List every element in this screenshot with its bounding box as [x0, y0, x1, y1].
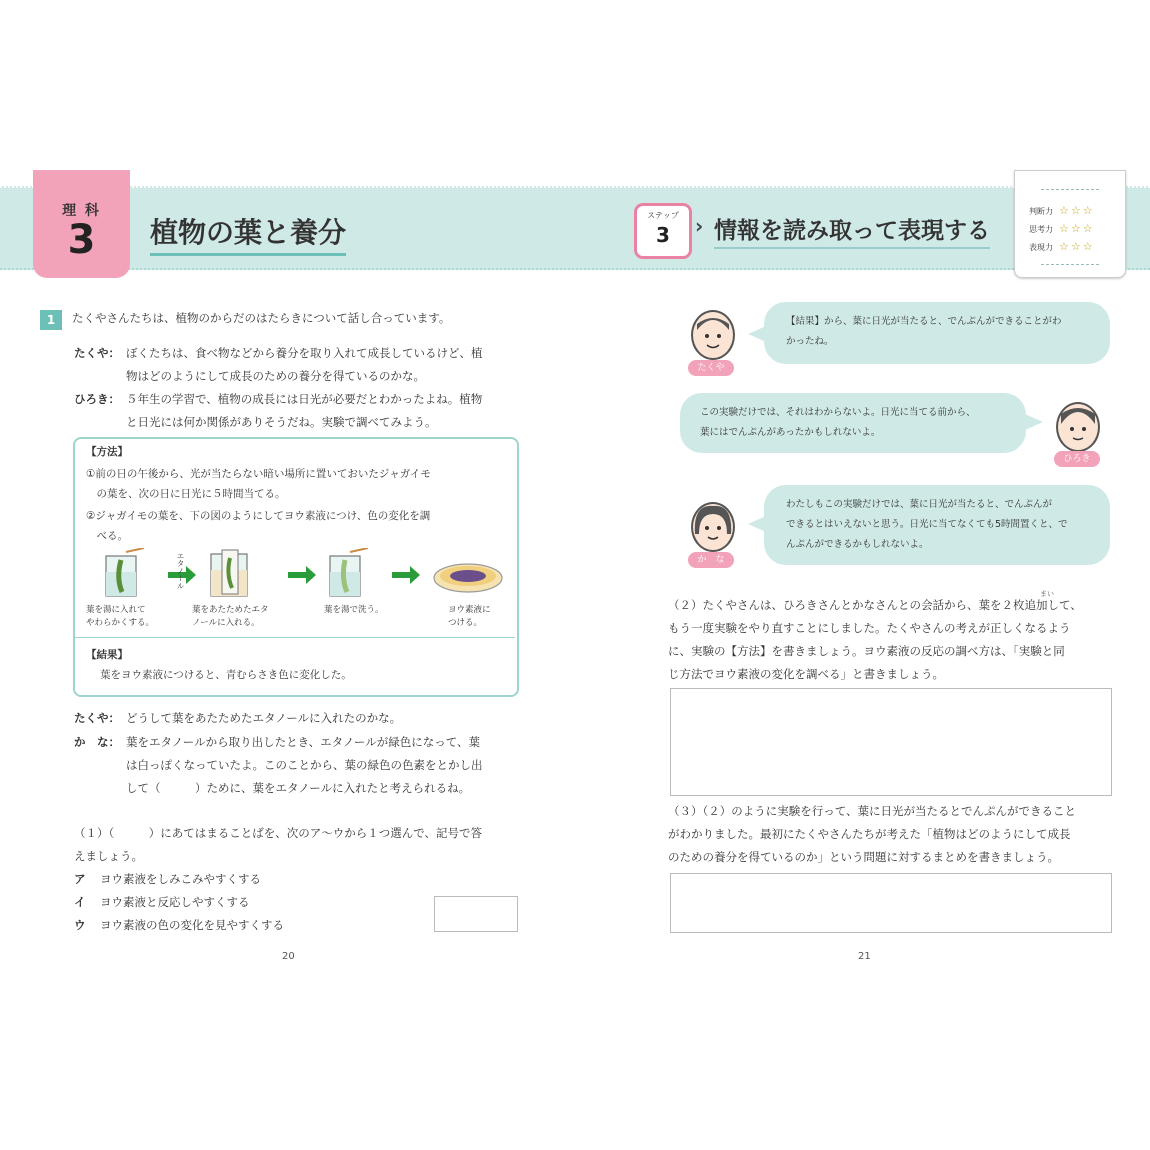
step-caption: 葉を湯に入れて [86, 605, 146, 615]
question-2-text: に、実験の【方法】を書きましょう。ヨウ素液の反応の調べ方は、「実験と同 [668, 644, 1065, 658]
answer-box-q1[interactable] [434, 896, 518, 932]
skill-row [1029, 204, 1095, 217]
method-line: ②ジャガイモの葉を、下の図のようにしてヨウ素液につけ、色の変化を調 [86, 510, 431, 522]
hiroki-avatar [1056, 402, 1100, 452]
choice-text: ヨウ素液をしみこみやすくする [100, 872, 261, 886]
choice-mark: イ [74, 895, 86, 909]
bubble-tail-icon [748, 326, 766, 342]
question-3-text: のための養分を得ているのか」という問題に対するまとめを書きましょう。 [668, 850, 1059, 864]
boy-face-icon [693, 312, 733, 358]
speaker-name: たくや： [74, 346, 120, 360]
bubble-tail-icon [1025, 414, 1043, 430]
boy-face-icon [1058, 404, 1098, 450]
star-icon: ☆☆☆ [1059, 204, 1095, 217]
page-number-left: 20 [282, 951, 295, 962]
skill-label: 思考力 [1029, 225, 1053, 234]
chevron-right-icon: › [695, 214, 704, 238]
skill-label: 判断力 [1029, 207, 1053, 216]
step-caption: 葉を湯で洗う。 [324, 605, 384, 615]
method-line: ①前の日の午後から、光が当たらない暗い場所に置いておいたジャガイモ [86, 468, 431, 480]
dialogue-line: 葉をエタノールから取り出したとき、エタノールが緑色になって、葉 [126, 735, 480, 749]
step-caption: ノールに入れる。 [192, 618, 260, 628]
question-2-text: （２）たくやさんは、ひろきさんとかなさんとの会話から、葉を２枚追加して、 [668, 598, 1082, 612]
speaker-name: ひろき： [74, 392, 120, 406]
girl-face-icon [693, 504, 733, 550]
arrow-right-icon [392, 566, 420, 584]
dialogue-line: ５年生の学習で、植物の成長には日光が必要だとわかったよね。植物 [126, 392, 483, 406]
name-tag: か な [688, 552, 734, 568]
dialogue-line: と日光には何か関係がありそうだね。実験で調べてみよう。 [126, 415, 437, 429]
takuya-avatar [691, 310, 735, 360]
speaker-name: たくや： [74, 711, 120, 725]
question-1-text: えましょう。 [74, 849, 143, 863]
bubble-line: わたしもこの実験だけでは、葉に日光が当たると、でんぷんが [786, 499, 1053, 510]
bubble-line: 【結果】から、葉に日光が当たると、でんぷんができることがわ [786, 316, 1062, 327]
choice-mark: ア [74, 872, 86, 886]
dialogue-line: 物はどのようにして成長のための養分を得ているのかな。 [126, 369, 425, 383]
unit-title: 植物の葉と養分 [150, 211, 346, 256]
step-title: 情報を読み取って表現する [714, 212, 990, 249]
skill-row [1029, 240, 1095, 253]
speaker-name: か な： [74, 735, 120, 749]
petri-dish-icon [434, 564, 502, 592]
name-tag: たくや [688, 360, 734, 376]
star-icon: ☆☆☆ [1059, 240, 1095, 253]
step-label: ステップ [647, 211, 679, 220]
bubble-line: この実験だけでは、それはわからないよ。日光に当てる前から、 [700, 407, 976, 418]
step-caption: つける。 [448, 618, 483, 628]
ethanol-label: エタノール [176, 552, 185, 590]
step-number: 3 [656, 223, 670, 247]
step-caption: ヨウ素液に [448, 605, 491, 615]
subject-label: 理 科 [62, 203, 101, 219]
step-caption: 葉をあたためたエタ [192, 605, 269, 615]
step-caption: やわらかくする。 [86, 618, 155, 628]
dialogue-line: ぼくたちは、食べ物などから養分を取り入れて成長しているけど、植 [126, 346, 483, 360]
question-3-text: がわかりました。最初にたくやさんたちが考えた「植物はどのようにして成長 [668, 827, 1071, 841]
choice-text: ヨウ素液の色の変化を見やすくする [100, 918, 284, 932]
question-number: 1 [40, 310, 62, 330]
intro-text: たくやさんたちは、植物のからだのはたらきについて話し合っています。 [72, 311, 451, 325]
experiment-illustration [86, 548, 506, 600]
answer-box-q3[interactable] [670, 873, 1112, 933]
subject-number: 3 [67, 217, 96, 263]
bubble-tail-icon [748, 516, 766, 532]
page-number-right: 21 [858, 951, 871, 962]
choice-text: ヨウ素液と反応しやすくする [100, 895, 250, 909]
dialogue-line: どうして葉をあたためたエタノールに入れたのかな。 [126, 711, 402, 725]
star-icon: ☆☆☆ [1059, 222, 1095, 235]
skills-dotted-divider [1041, 189, 1099, 190]
beaker-hot-water-icon [106, 548, 144, 596]
beaker-wash-icon [330, 548, 368, 596]
method-heading: 【方法】 [86, 446, 128, 458]
skill-label: 表現力 [1029, 243, 1053, 252]
result-text: 葉をヨウ素液につけると、青むらさき色に変化した。 [100, 669, 352, 681]
bubble-line: かったね。 [786, 336, 834, 347]
kana-avatar [691, 502, 735, 552]
bubble-line: 葉にはでんぷんがあったかもしれないよ。 [700, 427, 881, 438]
skills-card [1014, 170, 1126, 278]
answer-box-q2[interactable] [670, 688, 1112, 796]
name-tag: ひろき [1054, 451, 1100, 467]
beaker-ethanol-icon [211, 550, 247, 596]
choice-mark: ウ [74, 918, 86, 932]
question-3-text: （３）（２）のように実験を行って、葉に日光が当たるとでんぷんができること [668, 804, 1077, 818]
ruby-text: まい [1040, 590, 1054, 598]
header-dotted-rule-top [0, 186, 1150, 188]
question-1-text: （１）（ ）にあてはまることばを、次のア〜ウから１つ選んで、記号で答 [74, 826, 483, 840]
bubble-line: んぷんができるかもしれないよ。 [786, 539, 929, 550]
method-line: べる。 [86, 530, 128, 542]
result-heading: 【結果】 [86, 649, 128, 661]
result-divider [75, 637, 515, 638]
skills-dotted-divider [1041, 264, 1099, 265]
question-2-text: もう一度実験をやり直すことにしました。たくやさんの考えが正しくなるよう [668, 621, 1071, 635]
header-dotted-rule-bottom [0, 268, 1150, 270]
dialogue-line: して（ ）ために、葉をエタノールに入れたと考えられるね。 [126, 781, 471, 795]
dialogue-line: は白っぽくなっていたよ。このことから、葉の緑色の色素をとかし出 [126, 758, 483, 772]
method-line: の葉を、次の日に日光に５時間当てる。 [86, 488, 286, 500]
bubble-line: できるとはいえないと思う。日光に当てなくても5時間置くと、で [786, 519, 1068, 530]
arrow-right-icon [288, 566, 316, 584]
question-2-text: じ方法でヨウ素液の変化を調べる」と書きましょう。 [668, 667, 944, 681]
skill-row [1029, 222, 1095, 235]
